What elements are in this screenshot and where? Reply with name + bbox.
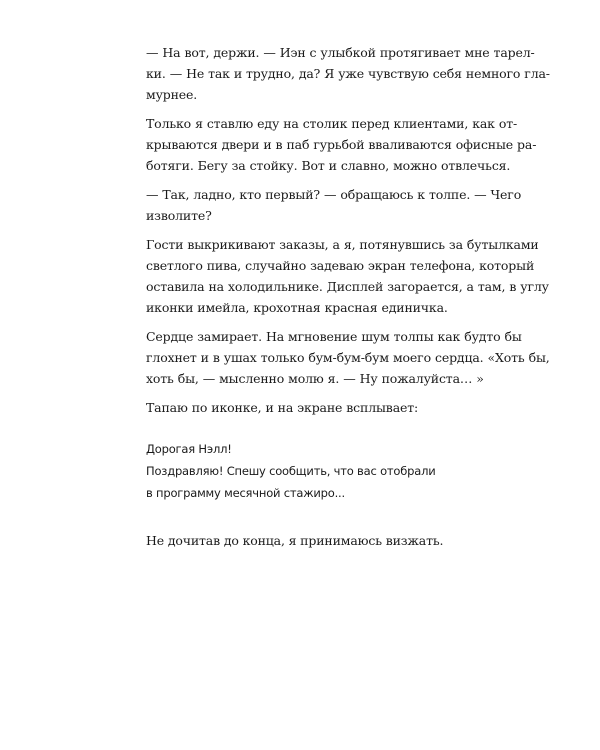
text-line: Только я ставлю еду на столик перед клиентами, как от- <box>146 116 518 131</box>
text-line: — На вот, держи. — Иэн с улыбкой протягивает мне тарел- <box>146 45 535 60</box>
paragraph <box>146 42 550 105</box>
text-line: хоть бы, — мысленно молю я. — Ну пожалуйста… » <box>146 371 484 386</box>
text-line: крываются двери и в паб гурьбой вваливаются офисные ра- <box>146 137 537 152</box>
email-greeting: Дорогая Нэлл! <box>146 442 232 456</box>
text-line: ботяги. Бегу за стойку. Вот и славно, можно отвлечься. <box>146 158 511 173</box>
text-line: Тапаю по иконке, и на экране всплывает: <box>146 400 419 415</box>
email-line: Поздравляю! Спешу сообщить, что вас отобрали <box>146 464 436 478</box>
email-message <box>146 438 466 504</box>
text-line: Гости выкрикивают заказы, а я, потянувшись за бутылками <box>146 237 539 252</box>
text-line: глохнет и в ушах только бум-бум-бум моего сердца. «Хоть бы, <box>146 350 550 365</box>
email-line: в программу месячной стажиро... <box>146 486 345 500</box>
text-line: ки. — Не так и трудно, да? Я уже чувствую себя немного гла- <box>146 66 550 81</box>
text-line: Сердце замирает. На мгновение шум толпы как будто бы <box>146 329 522 344</box>
paragraph <box>146 326 550 389</box>
closing-paragraph: Не дочитав до конца, я принимаюсь визжать. <box>146 533 444 548</box>
text-line: оставила на холодильнике. Дисплей загорается, а там, в углу <box>146 279 549 294</box>
body-text <box>146 42 550 418</box>
paragraph <box>146 234 549 318</box>
text-line: — Так, ладно, кто первый? — обращаюсь к толпе. — Чего <box>146 187 522 202</box>
text-line: изволите? <box>146 208 212 223</box>
text-line: мурнее. <box>146 87 198 102</box>
paragraph <box>146 184 522 226</box>
paragraph <box>146 397 466 418</box>
text-line: иконки имейла, крохотная красная единичка. <box>146 300 448 315</box>
paragraph <box>146 113 537 176</box>
text-line: светлого пива, случайно задеваю экран телефона, который <box>146 258 535 273</box>
